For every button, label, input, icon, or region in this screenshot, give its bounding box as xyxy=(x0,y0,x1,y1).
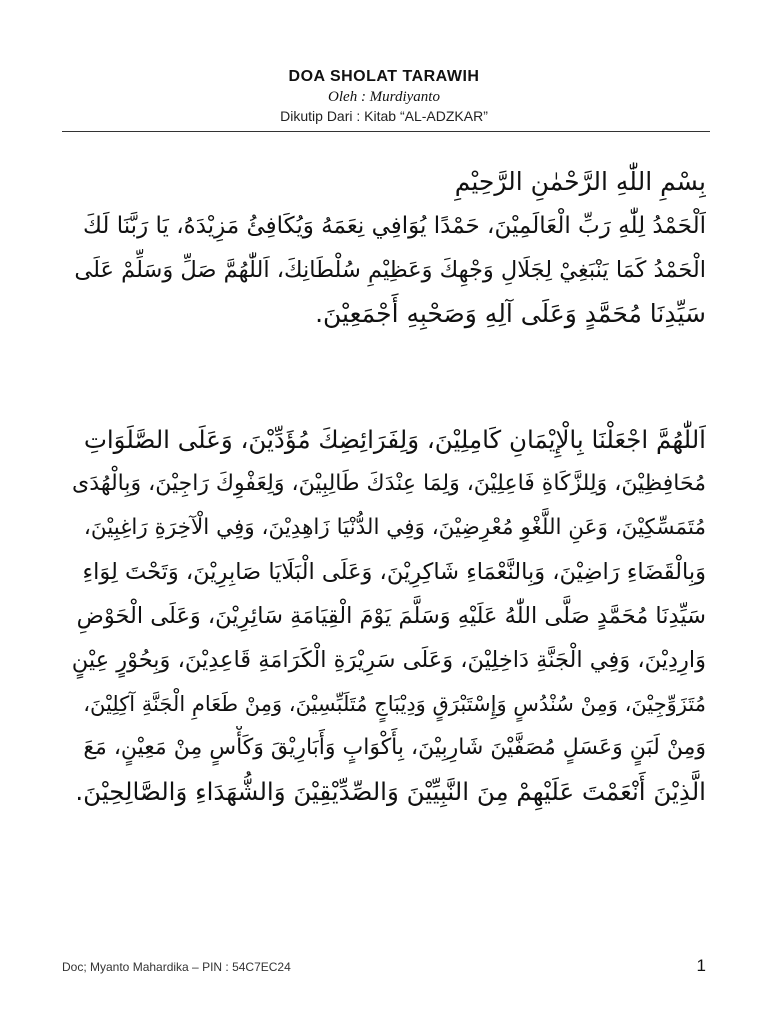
arabic-line: الْحَمْدُ كَمَا يَنْبَغِيْ لِجَلَالِ وَجْهِكَ وَعَظِيْمِ سُلْطَانِكَ، اَللّٰهُمَّ صَلِّ وَسَلِّمْ عَلَى xyxy=(74,257,706,283)
header-divider xyxy=(62,131,710,132)
arabic-line: اَلْحَمْدُ لِلّٰهِ رَبِّ الْعَالَمِيْنَ، حَمْدًا يُوَافِي نِعَمَهُ وَيُكَافِئُ مَزِيْدَهُ، يَا رَبَّنَا لَكَ xyxy=(83,213,706,239)
arabic-line: سَيِّدِنَا مُحَمَّدٍ وَعَلَى آلِهِ وَصَحْبِهِ أَجْمَعِيْنَ. xyxy=(315,299,706,328)
arabic-line: مُحَافِظِيْنَ، وَلِلزَّكَاةِ فَاعِلِيْنَ، وَلِمَا عِنْدَكَ طَالِبِيْنَ، وَلِعَفْوِكَ رَاجِيْنَ، وَبِالْهُدَى xyxy=(72,471,706,496)
author-line: Oleh : Murdiyanto xyxy=(328,89,440,105)
arabic-line: اَللّٰهُمَّ اجْعَلْنَا بِالْإِيْمَانِ كَامِلِيْنَ، وَلِفَرَائِضِكَ مُؤَدِّيْنَ، وَعَلَى الصَّلَوَاتِ xyxy=(83,425,706,454)
document-title: DOA SHOLAT TARAWIH xyxy=(288,68,480,85)
arabic-line: الَّذِيْنَ أَنْعَمْتَ عَلَيْهِمْ مِنَ النَّبِيِّيْنَ وَالصِّدِّيْقِيْنَ وَالشُّهَدَاءِ وَالصَّالِحِيْنَ. xyxy=(75,777,706,806)
arabic-line: وَارِدِيْنَ، وَفِي الْجَنَّةِ دَاخِلِيْنَ، وَعَلَى سَرِيْرَةِ الْكَرَامَةِ قَاعِدِيْنَ، وَبِحُوْرٍ عِيْنٍ xyxy=(72,647,706,673)
footer-doc-info: Doc; Myanto Mahardika – PIN : 54C7EC24 xyxy=(62,960,291,974)
prayer-paragraph-opening xyxy=(72,160,706,336)
arabic-line: بِسْمِ اللّٰهِ الرَّحْمٰنِ الرَّحِيْمِ xyxy=(454,167,706,196)
source-line: Dikutip Dari : Kitab “AL-ADZKAR” xyxy=(280,108,488,124)
arabic-line: سَيِّدِنَا مُحَمَّدٍ صَلَّى اللّٰهُ عَلَيْهِ وَسَلَّمَ يَوْمَ الْقِيَامَةِ سَائِرِيْنَ، وَعَلَى الْحَوْضِ xyxy=(76,603,706,629)
arabic-line: وَمِنْ لَبَنٍ وَعَسَلٍ مُصَفَّيْنَ شَارِبِيْنَ، بِأَكْوَابٍ وَأَبَارِيْقَ وَكَأْسٍ مِنْ مَعِيْنٍ، مَعَ xyxy=(83,735,706,760)
prayer-paragraph-main xyxy=(72,418,706,814)
page-number: 1 xyxy=(696,956,706,975)
arabic-line: وَبِالْقَضَاءِ رَاضِيْنَ، وَبِالنَّعْمَاءِ شَاكِرِيْنَ، وَعَلَى الْبَلَايَا صَابِرِيْنَ، وَتَحْتَ لِوَاءِ xyxy=(82,559,706,585)
arabic-line: مُتَزَوِّجِيْنَ، وَمِنْ سُنْدُسٍ وَإِسْتَبْرَقٍ وَدِيْبَاجٍ مُتَلَبِّسِيْنَ، وَمِنْ طَعَامِ الْجَنَّةِ آكِلِيْنَ، xyxy=(83,692,706,716)
arabic-line: مُتَمَسِّكِيْنَ، وَعَنِ اللَّغْوِ مُعْرِضِيْنَ، وَفِي الدُّنْيَا زَاهِدِيْنَ، وَفِي الْآخِرَةِ رَاغِبِيْنَ، xyxy=(83,515,706,540)
document-header xyxy=(0,66,768,126)
